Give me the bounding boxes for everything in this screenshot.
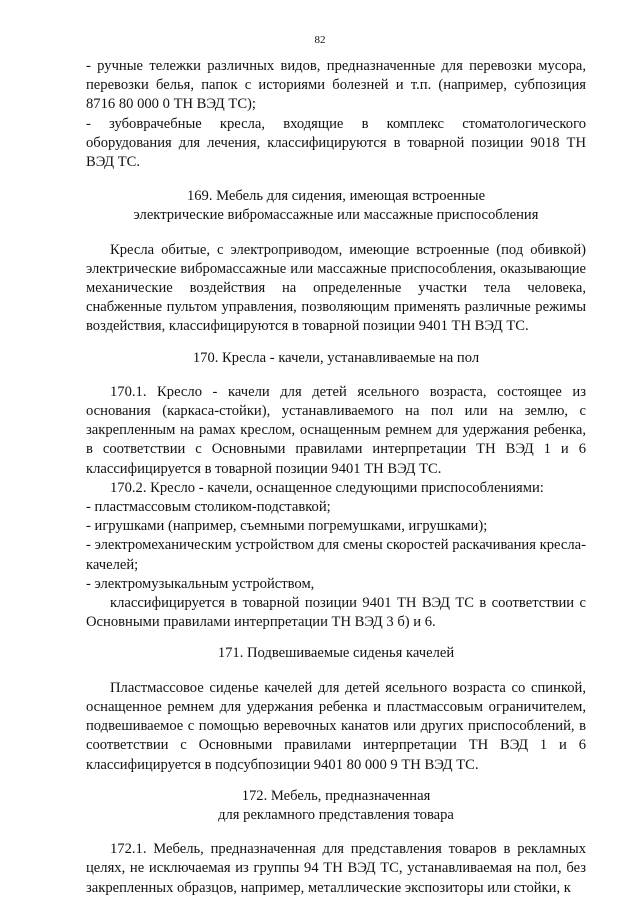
paragraph: Кресла обитые, с электроприводом, имеющие встроенные (под обивкой) электрические вибромассажные или массажные приспособления, оказывающие механические воздействия на определенные участки тела человека, снабженные пультом управления, позволяющим применять различные режимы воздействия, классифицируются в товарной позиции 9401 ТН ВЭД ТС. xyxy=(86,241,586,335)
spacer xyxy=(86,172,586,187)
section-heading-line: электрические вибромассажные или массажные приспособления xyxy=(133,207,539,224)
section-heading-line: 170. Кресла - качели, устанавливаемые на пол xyxy=(192,349,480,366)
spacer xyxy=(86,664,586,679)
section-heading xyxy=(86,644,586,663)
paragraph: - ручные тележки различных видов, предназначенные для перевозки мусора, перевозки белья, папок с историями болезней и т.п. (например, субпозиция 8716 80 000 0 ТН ВЭД ТС); xyxy=(86,58,586,113)
paragraph: 170.1. Кресло - качели для детей ясельного возраста, состоящее из основания (каркаса-стойки), устанавливаемого на пол или на землю, с закрепленным на рамах креслом, оснащенным ремнем для удержания ребенка, в соответствии с Основными правилами интерпретации ТН ВЭД 1 и 6 классифицируется в товарной позиции 9401 ТН ВЭД ТС. xyxy=(86,383,586,477)
paragraph: 170.2. Кресло - качели, оснащенное следующими приспособлениями: xyxy=(110,479,544,496)
paragraph: - электромеханическим устройством для смены скоростей раскачивания кресла-качелей; xyxy=(86,537,586,573)
section-heading-line: 171. Подвешиваемые сиденья качелей xyxy=(217,645,455,662)
paragraph: 172.1. Мебель, предназначенная для представления товаров в рекламных целях, не исключаемая из группы 94 ТН ВЭД ТС, устанавливаемая на пол, без закрепленных образцов, например, металлические экспозиторы или стойки, к xyxy=(86,841,586,896)
section-heading-line: для рекламного представления товара xyxy=(218,806,454,823)
document-body xyxy=(86,57,586,898)
section-heading xyxy=(86,349,586,368)
paragraph: Пластмассовое сиденье качелей для детей ясельного возраста со спинкой, оснащенное ремнем для удержания ребенка и пластмассовым ограничителем, подвешиваемое с помощью веревочных канатов или других приспособлений, в соответствии с Основными правилами интерпретации ТН ВЭД 1 и 6 классифицируется в подсубпозиции 9401 80 000 9 ТН ВЭД ТС. xyxy=(86,679,586,773)
spacer xyxy=(86,825,586,840)
spacer xyxy=(86,632,586,644)
spacer xyxy=(86,226,586,241)
page-number: 82 xyxy=(314,34,326,46)
section-heading-line: 172. Мебель, предназначенная xyxy=(241,787,431,804)
paragraph: - игрушками (например, съемными погремушками, игрушками); xyxy=(86,518,488,535)
spacer xyxy=(86,368,586,383)
section-heading-line: 169. Мебель для сидения, имеющая встроенные xyxy=(186,188,486,205)
section-heading xyxy=(86,187,586,225)
paragraph: - зубоврачебные кресла, входящие в комплекс стоматологического оборудования для лечения, классифицируются в товарной позиции 9018 ТН ВЭД ТС. xyxy=(86,115,586,171)
spacer xyxy=(86,775,586,787)
paragraph: - пластмассовым столиком-подставкой; xyxy=(86,499,331,516)
spacer xyxy=(86,337,586,349)
paragraph: классифицируется в товарной позиции 9401 ТН ВЭД ТС в соответствии с Основными правилами интерпретации ТН ВЭД 3 б) и 6. xyxy=(86,595,586,631)
paragraph: - электромузыкальным устройством, xyxy=(86,575,315,592)
section-heading xyxy=(86,787,586,825)
